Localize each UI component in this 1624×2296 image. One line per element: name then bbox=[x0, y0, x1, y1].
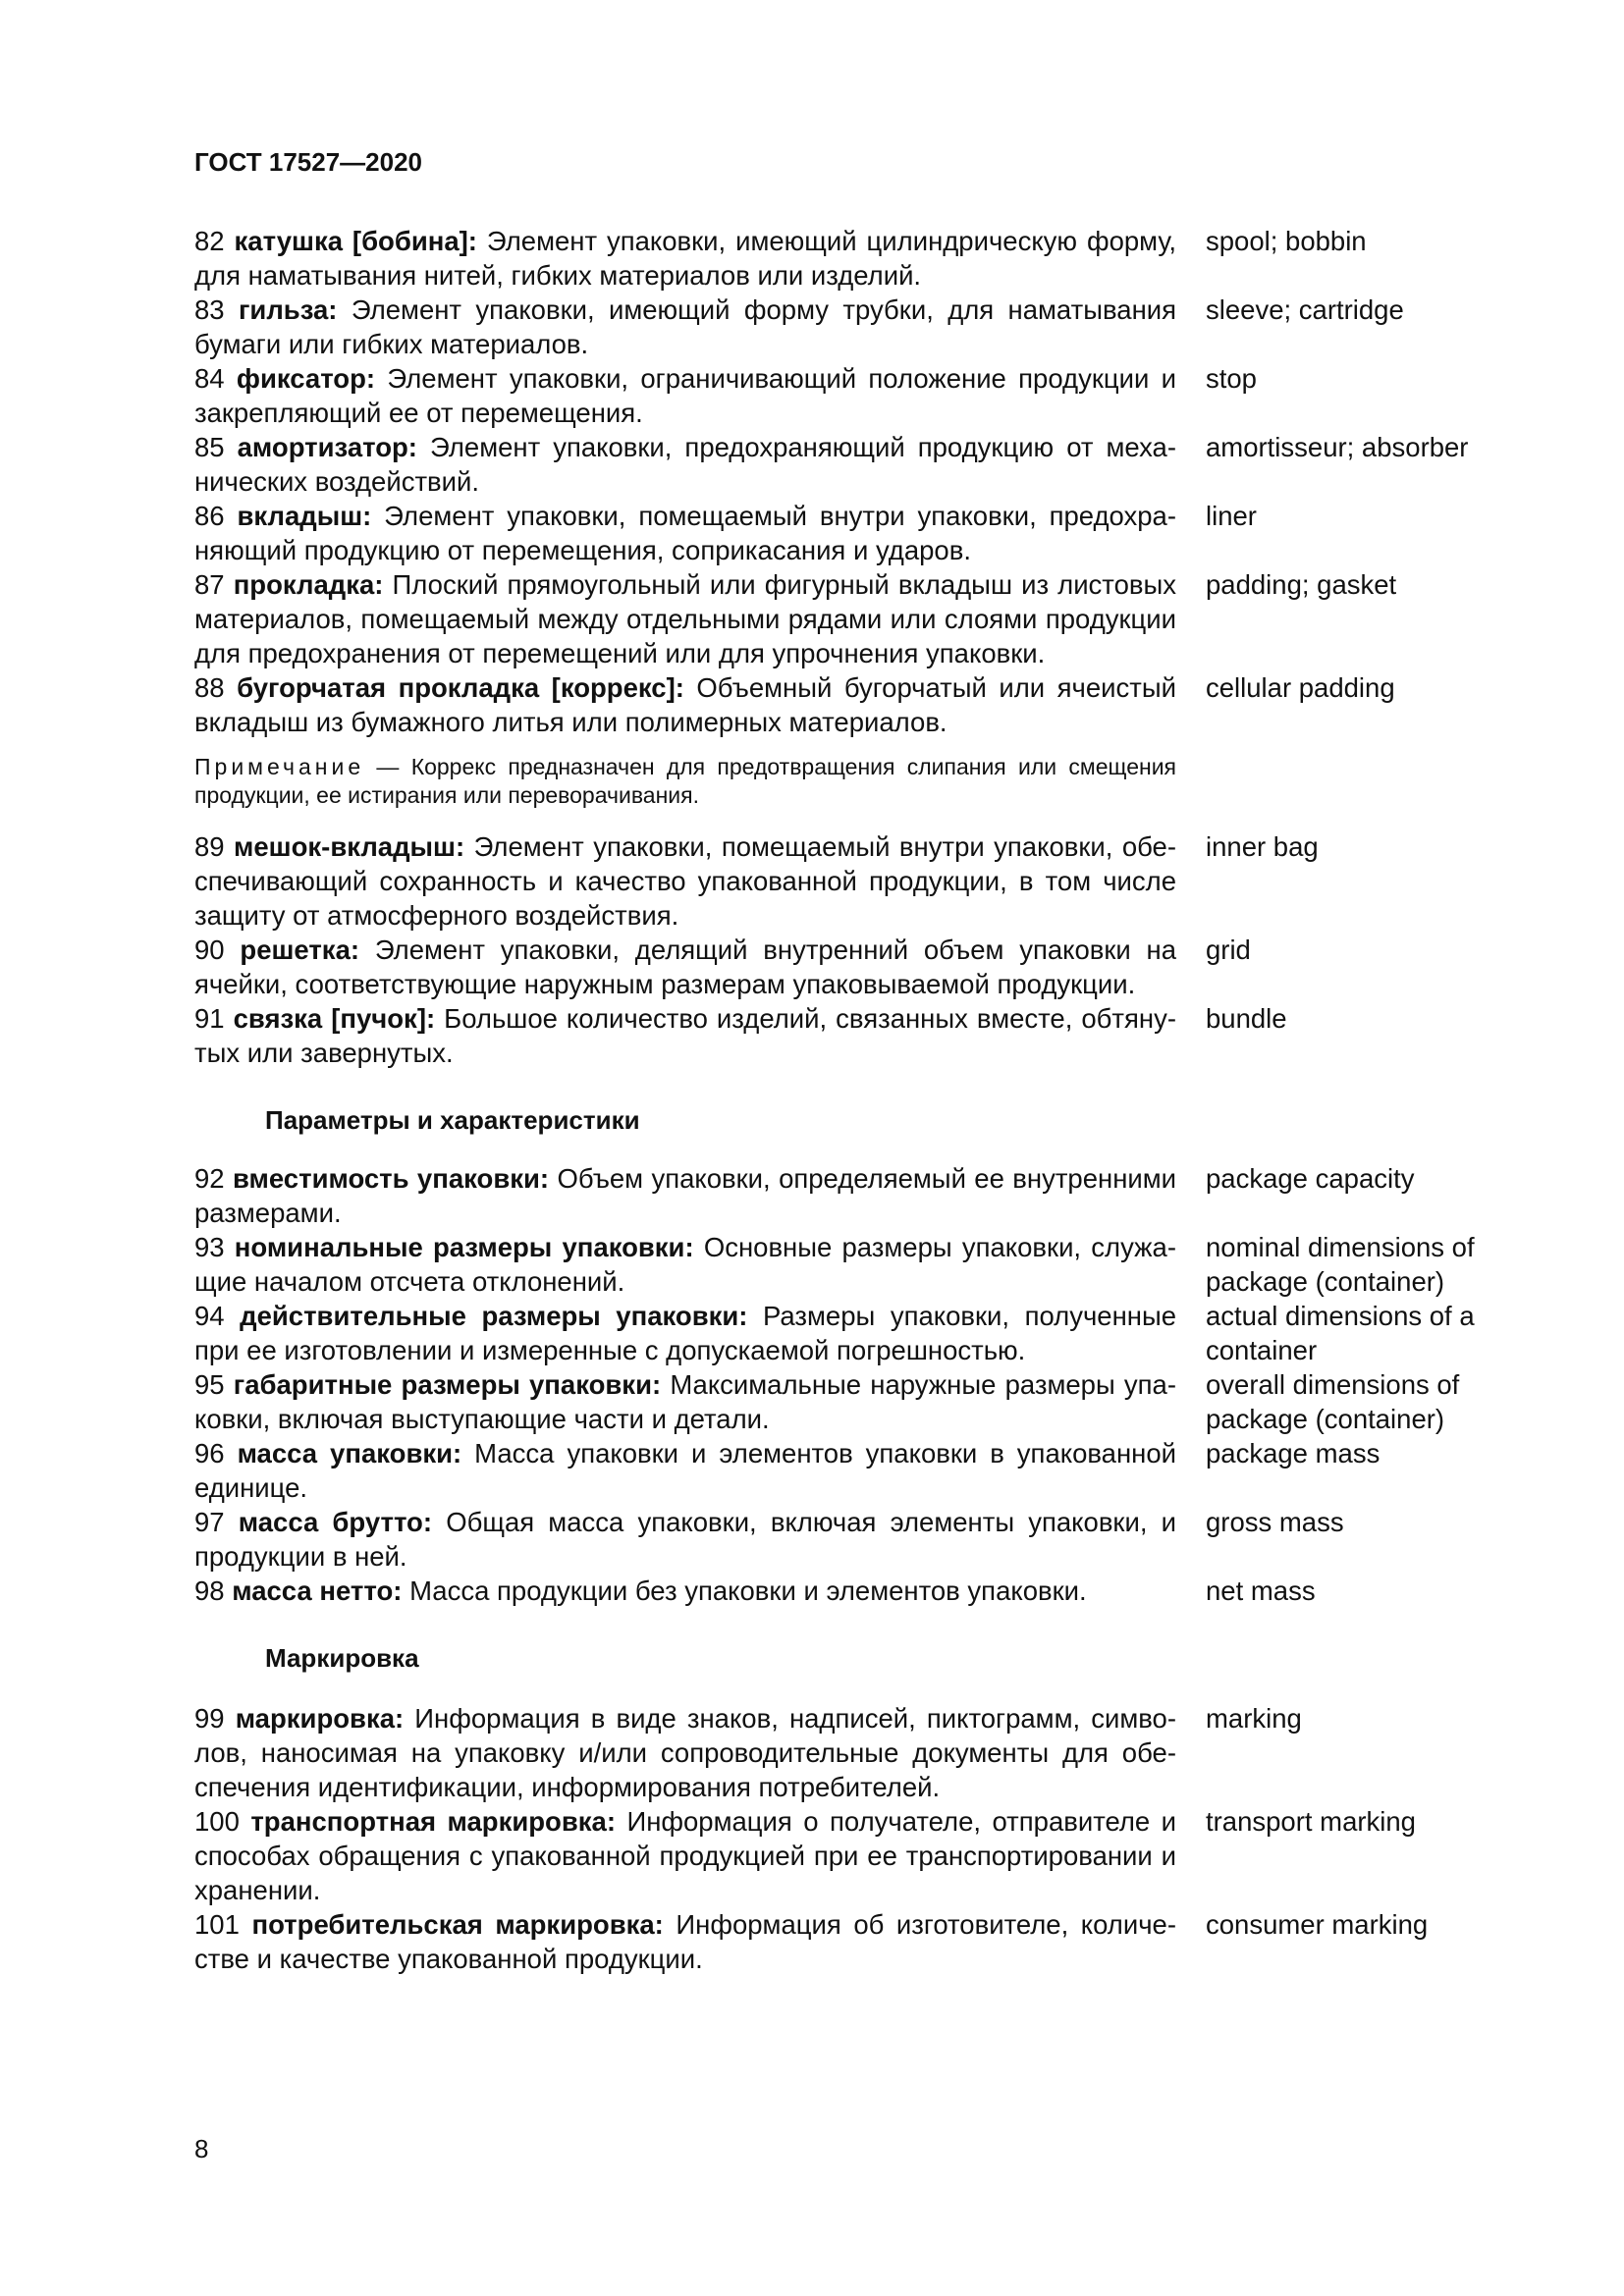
term-name: катушка [бобина]: bbox=[234, 226, 477, 256]
term-text: Объем упаковки, определяемый ее внутренними размерами. bbox=[194, 1163, 1177, 1228]
term-name: вкладыш: bbox=[237, 501, 372, 531]
term-text: Максимальные наружные размеры упаковки, включая выступающие части и детали. bbox=[194, 1369, 1177, 1434]
term-english-equivalent: package capacity bbox=[1206, 1163, 1415, 1194]
glossary-entry bbox=[194, 293, 1490, 361]
term-number: 85 bbox=[194, 432, 225, 462]
term-name: вместимость упаковки: bbox=[232, 1163, 550, 1194]
term-text: Элемент упаковки, предохраняющий продукцию от механических воздействий. bbox=[194, 432, 1177, 497]
term-text: Основные размеры упаковки, служащие началом отсчета отклонений. bbox=[194, 1232, 1176, 1297]
term-definition bbox=[194, 1001, 1176, 1070]
term-name: транспортная маркировка: bbox=[250, 1806, 616, 1837]
glossary-entry bbox=[194, 1574, 1490, 1608]
term-definition bbox=[194, 224, 1176, 293]
term-name: связка [пучок]: bbox=[233, 1003, 436, 1034]
term-definition bbox=[194, 1161, 1176, 1230]
term-definition bbox=[194, 670, 1176, 739]
glossary-entry bbox=[194, 1505, 1490, 1574]
term-number: 100 bbox=[194, 1806, 240, 1837]
glossary-entry bbox=[194, 1299, 1490, 1367]
term-definition bbox=[194, 361, 1176, 430]
term-english-equivalent: cellular padding bbox=[1206, 672, 1395, 703]
section-heading-marking: Маркировка bbox=[265, 1643, 419, 1673]
term-definition bbox=[194, 1299, 1176, 1367]
term-number: 90 bbox=[194, 934, 225, 965]
term-text: Элемент упаковки, ограничивающий положение продукции и закрепляющий ее от перемещения. bbox=[194, 363, 1176, 428]
term-number: 88 bbox=[194, 672, 225, 703]
term-number: 97 bbox=[194, 1507, 225, 1537]
term-definition bbox=[194, 1804, 1176, 1907]
term-name: прокладка: bbox=[233, 569, 384, 600]
term-english-equivalent: overall dimensions of package (container) bbox=[1206, 1369, 1460, 1434]
term-text: Информация об изготовителе, количестве и качестве упакованной продукции. bbox=[194, 1909, 1177, 1974]
term-english-equivalent: actual dimensions of a container bbox=[1206, 1301, 1475, 1365]
term-english-equivalent: transport marking bbox=[1206, 1806, 1416, 1837]
term-text: Объемный бугорчатый или ячеистый вкладыш из бумажного литья или полимерных материалов. bbox=[194, 672, 1176, 737]
note-text: — Коррекс предназначен для предотвращения слипания или смещения продукции, ее истирания или переворачивания. bbox=[194, 754, 1176, 808]
term-text: Большое количество изделий, связанных вместе, обтянутых или завернутых. bbox=[194, 1003, 1177, 1068]
term-name: мешок-вкладыш: bbox=[234, 831, 465, 862]
glossary-entry bbox=[194, 224, 1490, 293]
term-number: 84 bbox=[194, 363, 225, 394]
glossary-entry bbox=[194, 1230, 1490, 1299]
term-definition bbox=[194, 1436, 1176, 1505]
term-text: Элемент упаковки, имеющий форму трубки, для наматывания бумаги или гибких материалов. bbox=[194, 294, 1177, 359]
term-number: 101 bbox=[194, 1909, 240, 1940]
term-definition bbox=[194, 1701, 1176, 1804]
term-english-equivalent: consumer marking bbox=[1206, 1909, 1429, 1940]
term-name: масса нетто: bbox=[232, 1575, 403, 1606]
glossary-entry bbox=[194, 1701, 1490, 1804]
term-number: 89 bbox=[194, 831, 225, 862]
term-english-equivalent: amortisseur; absorber bbox=[1206, 432, 1469, 462]
term-definition bbox=[194, 1505, 1176, 1574]
entries-group-d bbox=[194, 1701, 1490, 1976]
term-english-equivalent: spool; bobbin bbox=[1206, 226, 1367, 256]
entries-group-a bbox=[194, 224, 1490, 739]
section-heading-parameters: Параметры и характеристики bbox=[265, 1105, 640, 1135]
term-text: Общая масса упаковки, включая элементы упаковки, и продукции в ней. bbox=[194, 1507, 1176, 1572]
term-text: Информация о получателе, отправителе и способах обращения с упакованной продукцией при ее транспортировании и хранении. bbox=[194, 1806, 1177, 1905]
term-definition bbox=[194, 1574, 1176, 1608]
term-text: Информация в виде знаков, надписей, пиктограмм, символов, наносимая на упаковку и/или сопроводительные документы для обеспечения идентификации, информирования потребителей. bbox=[194, 1703, 1177, 1802]
term-english-equivalent: nominal dimensions of package (container) bbox=[1206, 1232, 1475, 1297]
term-number: 87 bbox=[194, 569, 225, 600]
term-name: бугорчатая прокладка [коррекс]: bbox=[237, 672, 684, 703]
glossary-entry bbox=[194, 499, 1490, 567]
term-text: Элемент упаковки, имеющий цилиндрическую форму, для наматывания нитей, гибких материалов или изделий. bbox=[194, 226, 1177, 291]
glossary-entry bbox=[194, 1804, 1490, 1907]
glossary-entry bbox=[194, 670, 1490, 739]
note-label: Примечание bbox=[194, 754, 365, 779]
term-english-equivalent: liner bbox=[1206, 501, 1257, 531]
term-number: 95 bbox=[194, 1369, 225, 1400]
glossary-entry bbox=[194, 1367, 1490, 1436]
term-number: 92 bbox=[194, 1163, 225, 1194]
document-header: ГОСТ 17527—2020 bbox=[194, 147, 422, 177]
term-english-equivalent: marking bbox=[1206, 1703, 1302, 1734]
term-definition bbox=[194, 430, 1176, 499]
term-name: масса упаковки: bbox=[237, 1438, 462, 1468]
glossary-entry bbox=[194, 430, 1490, 499]
glossary-entry bbox=[194, 1907, 1490, 1976]
term-definition bbox=[194, 499, 1176, 567]
glossary-entry bbox=[194, 1161, 1490, 1230]
glossary-entry bbox=[194, 1001, 1490, 1070]
term-text: Масса продукции без упаковки и элементов упаковки. bbox=[409, 1575, 1087, 1606]
term-english-equivalent: grid bbox=[1206, 934, 1251, 965]
term-number: 99 bbox=[194, 1703, 225, 1734]
term-english-equivalent: net mass bbox=[1206, 1575, 1316, 1606]
term-definition bbox=[194, 567, 1176, 670]
term-text: Размеры упаковки, полученные при ее изготовлении и измеренные с допускаемой погрешностью. bbox=[194, 1301, 1177, 1365]
entries-group-c bbox=[194, 1161, 1490, 1608]
term-number: 94 bbox=[194, 1301, 225, 1331]
glossary-entry bbox=[194, 361, 1490, 430]
term-name: действительные размеры упаковки: bbox=[240, 1301, 748, 1331]
glossary-entry bbox=[194, 567, 1490, 670]
term-english-equivalent: gross mass bbox=[1206, 1507, 1344, 1537]
term-definition bbox=[194, 293, 1176, 361]
note-block bbox=[194, 753, 1176, 810]
term-english-equivalent: inner bag bbox=[1206, 831, 1319, 862]
glossary-entry bbox=[194, 829, 1490, 933]
term-number: 91 bbox=[194, 1003, 225, 1034]
term-definition bbox=[194, 1230, 1176, 1299]
term-english-equivalent: padding; gasket bbox=[1206, 569, 1397, 600]
term-name: номинальные размеры упаковки: bbox=[234, 1232, 694, 1262]
term-text: Элемент упаковки, помещаемый внутри упаковки, обеспечивающий сохранность и качество упакованной продукции, в том числе защиту от атмосферного воздействия. bbox=[194, 831, 1177, 931]
entries-group-b bbox=[194, 829, 1490, 1070]
term-number: 98 bbox=[194, 1575, 225, 1606]
term-name: потребительская маркировка: bbox=[251, 1909, 664, 1940]
term-name: фиксатор: bbox=[236, 363, 376, 394]
term-name: амортизатор: bbox=[237, 432, 417, 462]
term-definition bbox=[194, 1907, 1176, 1976]
term-text: Плоский прямоугольный или фигурный вкладыш из листовых материалов, помещаемый между отдельными рядами или слоями продукции для предохранения от перемещений или для упрочнения упаковки. bbox=[194, 569, 1177, 668]
term-number: 86 bbox=[194, 501, 225, 531]
term-name: гильза: bbox=[238, 294, 338, 325]
term-english-equivalent: package mass bbox=[1206, 1438, 1380, 1468]
term-number: 83 bbox=[194, 294, 225, 325]
term-definition bbox=[194, 829, 1176, 933]
term-text: Элемент упаковки, помещаемый внутри упаковки, предохраняющий продукцию от перемещения, соприкасания и ударов. bbox=[194, 501, 1177, 565]
term-english-equivalent: stop bbox=[1206, 363, 1257, 394]
glossary-entry bbox=[194, 933, 1490, 1001]
term-number: 96 bbox=[194, 1438, 225, 1468]
term-number: 82 bbox=[194, 226, 225, 256]
term-definition bbox=[194, 1367, 1176, 1436]
term-name: габаритные размеры упаковки: bbox=[233, 1369, 662, 1400]
glossary-entry bbox=[194, 1436, 1490, 1505]
term-text: Элемент упаковки, делящий внутренний объем упаковки на ячейки, соответствующие наружным размерам упаковываемой продукции. bbox=[194, 934, 1177, 999]
term-name: маркировка: bbox=[235, 1703, 405, 1734]
glossary-content bbox=[194, 224, 1490, 1976]
term-name: решетка: bbox=[240, 934, 360, 965]
term-english-equivalent: sleeve; cartridge bbox=[1206, 294, 1404, 325]
term-text: Масса упаковки и элементов упаковки в упакованной единице. bbox=[194, 1438, 1177, 1503]
term-english-equivalent: bundle bbox=[1206, 1003, 1287, 1034]
term-name: масса брутто: bbox=[238, 1507, 433, 1537]
page-number: 8 bbox=[194, 2134, 209, 2163]
term-definition bbox=[194, 933, 1176, 1001]
term-number: 93 bbox=[194, 1232, 225, 1262]
